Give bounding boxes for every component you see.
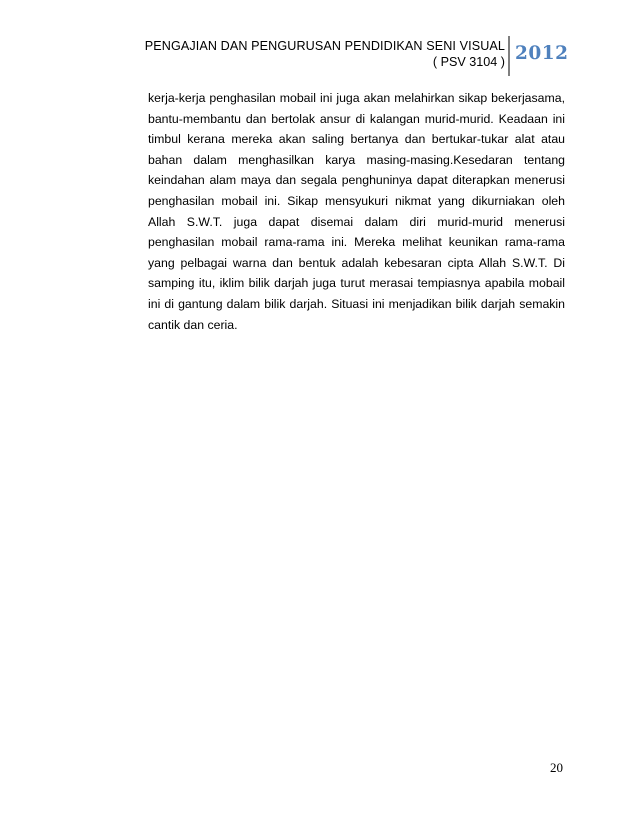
body-content	[148, 88, 565, 335]
page-number: 20	[550, 760, 563, 775]
body-paragraph: kerja-kerja penghasilan mobail ini juga akan melahirkan sikap bekerjasama, bantu-membantu dan bertolak ansur di kalangan murid-murid. Keadaan ini timbul kerana mereka akan saling bertanya dan bertukar-tukar alat atau bahan dalam menghasilkan karya masing-masing.Kesedaran tentang keindahan alam maya dan segala penghuninya dapat diterapkan menerusi penghasilan mobail ini. Sikap mensyukuri nikmat yang dikurniakan oleh Allah S.W.T. juga dapat disemai dalam diri murid-murid menerusi penghasilan mobail rama-rama ini. Mereka melihat keunikan rama-rama yang pelbagai warna dan bentuk adalah kebesaran cipta Allah S.W.T. Di samping itu, iklim bilik darjah juga turut merasai tempiasnya apabila mobail ini di gantung dalam bilik darjah. Situasi ini menjadikan bilik darjah semakin cantik dan ceria.	[148, 91, 565, 332]
header-title: PENGAJIAN DAN PENGURUSAN PENDIDIKAN SENI VISUAL	[144, 39, 505, 53]
header-course-code: ( PSV 3104 )	[432, 55, 505, 69]
page-header	[0, 36, 638, 76]
header-divider	[508, 36, 510, 76]
header-year: 2012	[515, 43, 569, 64]
